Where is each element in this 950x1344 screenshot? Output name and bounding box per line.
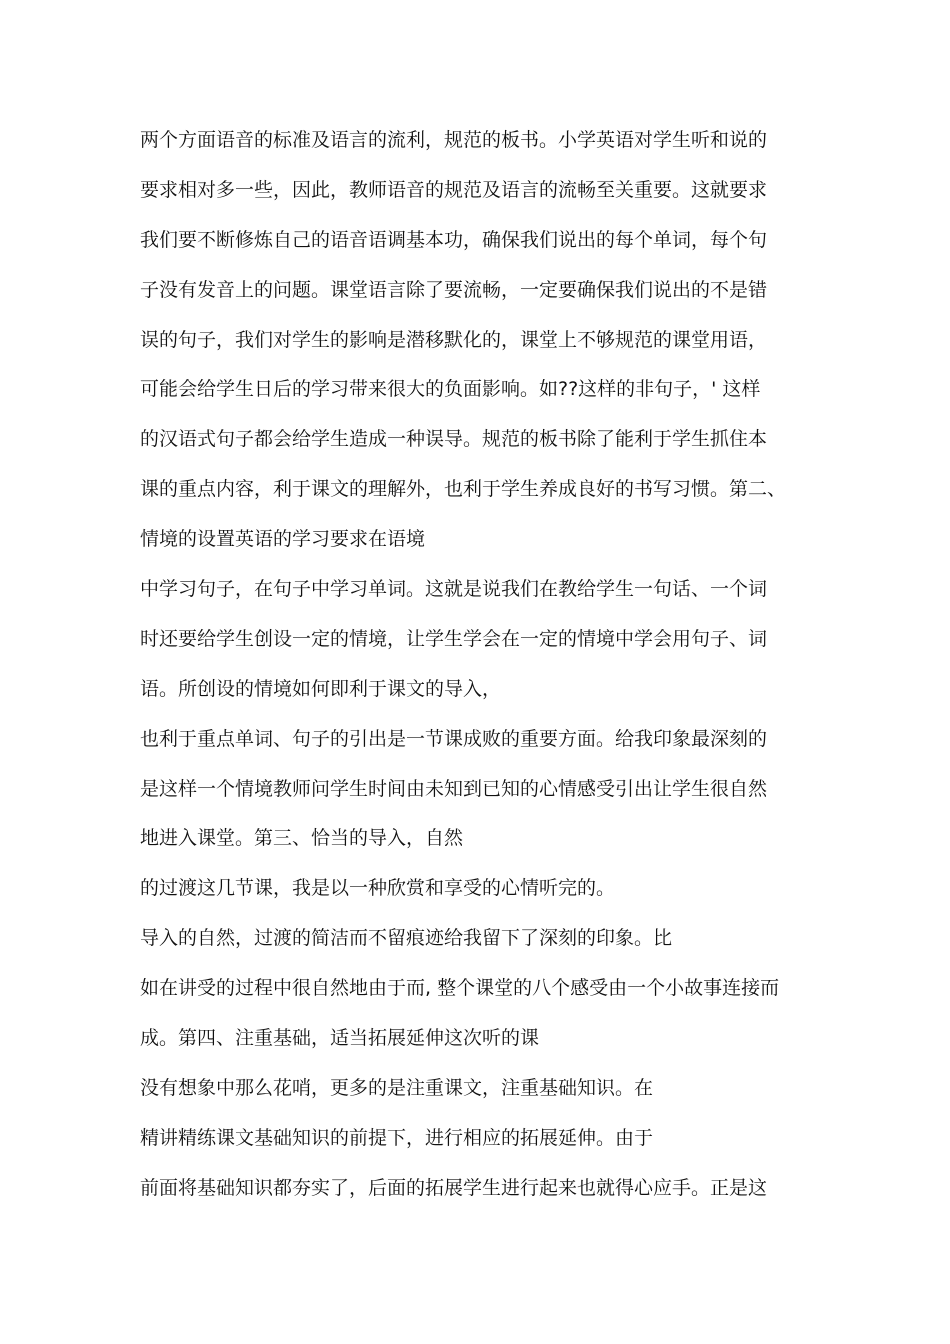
- text-line: 也利于重点单词、句子的引出是一节课成败的重要方面。给我印象最深刻的: [140, 727, 768, 750]
- document-body: [140, 122, 840, 1220]
- text-line: 如在讲受的过程中很自然地由于而, 整个课堂的八个感受由一个小故事连接而: [140, 977, 780, 1000]
- text-line: 时还要给学生创设一定的情境，让学生学会在一定的情境中学会用句子、词: [140, 627, 768, 650]
- text-line: 我们要不断修炼自己的语音语调基本功，确保我们说出的每个单词，每个句: [140, 228, 768, 251]
- text-line: 两个方面语音的标准及语言的流利，规范的板书。小学英语对学生听和说的: [140, 129, 768, 151]
- text-line: 语。所创设的情境如何即利于课文的导入，: [140, 677, 502, 700]
- text-line: 中学习句子，在句子中学习单词。这就是说我们在教给学生一句话、一个词: [140, 578, 768, 601]
- text-line: 误的句子，我们对学生的影响是潜移默化的，课堂上不够规范的课堂用语，: [140, 328, 768, 351]
- text-line: 地进入课堂。第三、恰当的导入，自然: [140, 827, 464, 850]
- text-line: 精讲精练课文基础知识的前提下，进行相应的拓展延伸。由于: [140, 1126, 654, 1149]
- text-line: 前面将基础知识都夯实了，后面的拓展学生进行起来也就得心应手。正是这: [140, 1176, 768, 1199]
- text-line: 课的重点内容，利于课文的理解外，也利于学生养成良好的书写习惯。第二、: [140, 478, 787, 501]
- text-line: 没有想象中那么花哨，更多的是注重课文，注重基础知识。在: [140, 1076, 654, 1099]
- text-line: 可能会给学生日后的学习带来很大的负面影响。如??这样的非句子，' 这样: [140, 378, 761, 401]
- text-line: 成。第四、注重基础，适当拓展延伸这次听的课: [140, 1027, 540, 1050]
- text-line: 要求相对多一些，因此，教师语音的规范及语言的流畅至关重要。这就要求: [140, 178, 768, 201]
- text-line: 的过渡这几节课，我是以一种欣赏和享受的心情听完的。: [140, 877, 616, 900]
- text-line: 是这样一个情境教师问学生时间由未知到已知的心情感受引出让学生很自然: [140, 777, 768, 800]
- text-line: 的汉语式句子都会给学生造成一种误导。规范的板书除了能利于学生抓住本: [140, 428, 768, 451]
- text-line: 情境的设置英语的学习要求在语境: [140, 528, 426, 551]
- text-line: 导入的自然，过渡的简洁而不留痕迹给我留下了深刻的印象。比: [140, 927, 673, 950]
- text-line: 子没有发音上的问题。课堂语言除了要流畅，一定要确保我们说出的不是错: [140, 278, 768, 301]
